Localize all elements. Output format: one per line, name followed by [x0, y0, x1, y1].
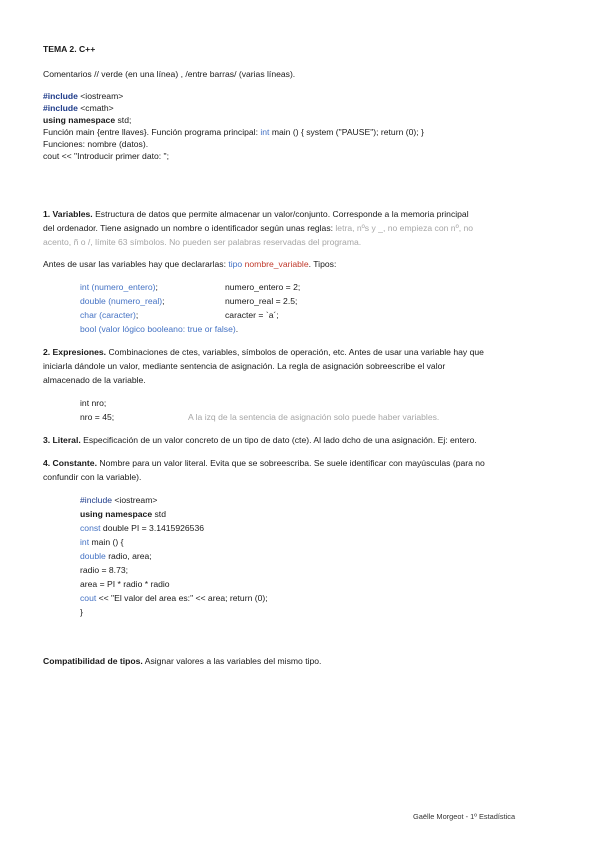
- type-double-declaration: double (numero_real);: [80, 296, 165, 306]
- assignment-note: A la izq de la sentencia de asignación solo puede haber variables.: [188, 412, 440, 422]
- expresiones-heading: 2. Expresiones.: [43, 347, 107, 357]
- intro-code-line-3: using namespace std;: [43, 115, 132, 125]
- declare-line: Antes de usar las variables hay que declararlas: tipo nombre_variable. Tipos:: [43, 259, 337, 269]
- type-bool-declaration: bool (valor lógico booleano: true or false).: [80, 324, 239, 334]
- constante-code-4: int main () {: [80, 537, 124, 547]
- page-footer: Gaëlle Morgeot - 1º Estadística: [413, 812, 516, 821]
- cout-keyword: cout: [80, 593, 97, 603]
- intro-code-line-2: #include <cmath>: [43, 103, 114, 113]
- constante-code-8: cout << "El valor del area es:" << area; return (0);: [80, 593, 268, 603]
- include-keyword: #include: [43, 91, 78, 101]
- include-keyword: #include: [43, 103, 78, 113]
- constante-code-3: const double PI = 3.1415926536: [80, 523, 205, 533]
- literal-paragraph: 3. Literal. Especificación de un valor concreto de un tipo de dato (cte). Al lado dcho de una asignación. Ej: entero.: [43, 435, 477, 445]
- double-keyword: double: [80, 551, 106, 561]
- tipo-keyword: tipo: [228, 259, 243, 269]
- literal-heading: 3. Literal.: [43, 435, 81, 445]
- constante-code-5: double radio, area;: [80, 551, 152, 561]
- expresiones-code-1: int nro;: [80, 398, 107, 408]
- constante-paragraph-line-2: confundir con la variable).: [43, 472, 142, 482]
- type-int-example: numero_entero = 2;: [225, 282, 301, 292]
- compat-paragraph: Compatibilidad de tipos. Asignar valores a las variables del mismo tipo.: [43, 656, 322, 666]
- type-char-example: caracter = `a´;: [225, 310, 279, 320]
- using-keyword: using namespace: [43, 115, 116, 125]
- intro-code-line-4: Función main {entre llaves}. Función programa principal: int main () { system ("PAUSE"); return (0); }: [43, 127, 424, 137]
- compat-heading: Compatibilidad de tipos.: [43, 656, 143, 666]
- int-keyword: int: [80, 537, 90, 547]
- constante-code-1: #include <iostream>: [80, 495, 158, 505]
- int-keyword: int: [260, 127, 270, 137]
- expresiones-paragraph-line-2: iniciarla dándole un valor, mediante sentencia de asignación. La regla de asignación sobreescribe el valor: [43, 361, 446, 371]
- intro-code-line-6: cout << "Introducir primer dato: ";: [43, 151, 169, 161]
- naming-rules: letra, nºs y _, no empieza con nº, no: [335, 223, 474, 233]
- expresiones-code-2: nro = 45;: [80, 412, 115, 422]
- document-title: TEMA 2. C++: [43, 44, 96, 54]
- constante-code-7: area = PI * radio * radio: [80, 579, 170, 589]
- expresiones-paragraph-line-3: almacenado de la variable.: [43, 375, 146, 385]
- type-double-example: numero_real = 2.5;: [225, 296, 298, 306]
- expresiones-paragraph-line-1: 2. Expresiones. Combinaciones de ctes, variables, símbolos de operación, etc. Antes de usar una variable hay que: [43, 347, 484, 357]
- comments-note: Comentarios // verde (en una línea) , /entre barras/ (varias líneas).: [43, 69, 296, 79]
- constante-code-6: radio = 8.73;: [80, 565, 129, 575]
- using-keyword: using namespace: [80, 509, 153, 519]
- type-char-declaration: char (caracter);: [80, 310, 139, 320]
- variables-paragraph-line-2: del ordenador. Tiene asignado un nombre o identificador según unas reglas: letra, nºs y _, no empieza con nº, no: [43, 223, 474, 233]
- variables-paragraph-line-1: 1. Variables. Estructura de datos que permite almacenar un valor/conjunto. Corresponde a la memoria principal: [43, 209, 469, 219]
- intro-code-line-1: #include <iostream>: [43, 91, 124, 101]
- constante-code-2: using namespace std: [80, 509, 166, 519]
- constante-code-9: }: [80, 607, 83, 617]
- variable-name-keyword: nombre_variable: [244, 259, 309, 269]
- const-keyword: const: [80, 523, 101, 533]
- constante-heading: 4. Constante.: [43, 458, 97, 468]
- type-int-declaration: int (numero_entero);: [80, 282, 158, 292]
- variables-paragraph-line-3: acento, ñ o /, límite 63 símbolos. No pueden ser palabras reservadas del programa.: [43, 237, 362, 247]
- variables-heading: 1. Variables.: [43, 209, 93, 219]
- include-keyword: #include: [80, 495, 113, 505]
- intro-code-line-5: Funciones: nombre (datos).: [43, 139, 149, 149]
- constante-paragraph-line-1: 4. Constante. Nombre para un valor literal. Evita que se sobreescriba. Se suele identificar con mayúsculas (para no: [43, 458, 485, 468]
